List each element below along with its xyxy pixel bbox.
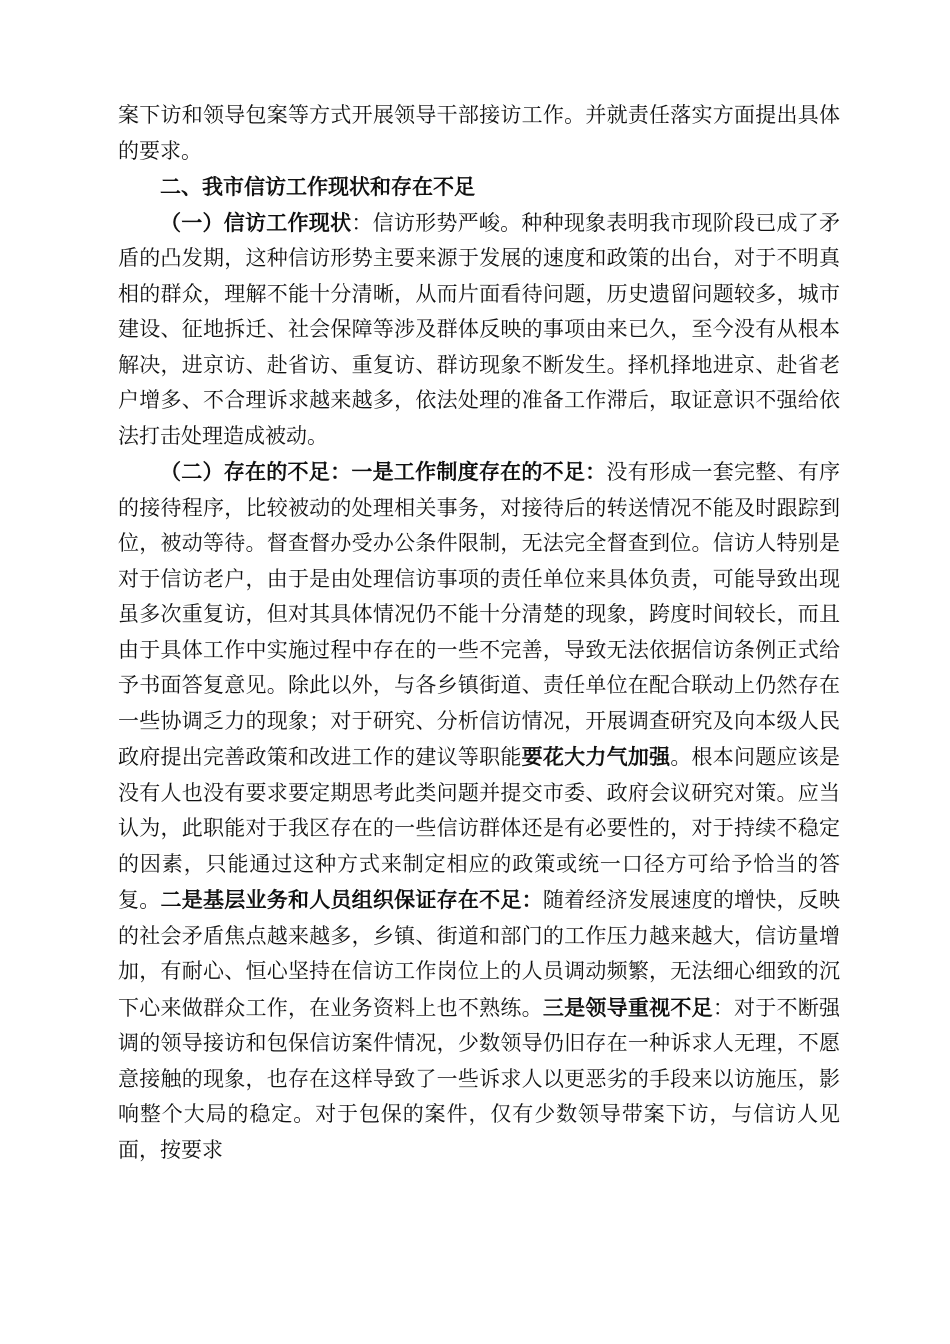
paragraph-shortcomings — [118, 454, 840, 1168]
paragraph-text: 没有形成一套完整、有序的接待程序，比较被动的处理相关事务，对接待后的转送情况不能及时跟踪到位，被动等待。督查督办受办公条件限制，无法完全督查到位。 — [118, 460, 841, 555]
paragraph-text: ：对于不断强调的领导接访和包保信访案件情况，少数领导仍旧存在一种诉求人无理，不愿意接触的现象，也存在这样导致了一些诉求人以更恶劣的手段来以访施压，影响整个大局的稳定。对于包保的案件，仅有少数领导带案下访，与信访人见面，按要求 — [118, 995, 841, 1162]
section-heading — [118, 169, 840, 205]
paragraph-continuation — [118, 98, 840, 169]
paragraph-text: 信访人特别是对于信访老户，由于是由处理信访事项的责任单位来具体负责，可能导致出现虽多次重复访，但对其具体情况仍不能十分清楚的现象，跨度时间较长，而且由于具体工作中实施过程中存在的一些不完善，导致无法依据信访条例正式给予书面答复意见。除此以外，与各乡镇街道、责任单位在配合联动上仍然存在一些协调乏力的现象；对于研究、分析信访情况，开展调查研究及向本级人民政府提出完善政策和改进工作的建议等职能 — [118, 531, 841, 769]
paragraph-current-status — [118, 205, 840, 455]
paragraph-text: 案下访和领导包案等方式开展领导干部接访工作。并就责任落实方面提出具体的要求。 — [118, 103, 840, 163]
section-heading-text: 二、我市信访工作现状和存在不足 — [160, 174, 475, 199]
paragraph-text: ：信访形势严峻。种种现象表明我市现阶段已成了矛盾的凸发期，这种信访形势主要来源于发展的速度和政策的出台，对于不明真相的群众，理解不能十分清晰，从而片面看待问题，历史遗留问题较多，城市建设、征地拆迁、社会保障等涉及群体反映的事项由来已久，至今没有从根本解决，进京访、赴省访、重复访、群访现象不断发生。择机择地进京、赴省老户增多、不合理诉求越来越多，依法处理的准备工作滞后，取证意识不强给依法打击处理造成被动。 — [118, 210, 841, 448]
document-page — [118, 98, 840, 1168]
subheading-current-status: （一）信访工作现状 — [160, 209, 352, 235]
subpoint-two-heading: 二是基层业务和人员组织保证存在不足： — [160, 887, 543, 912]
subheading-shortcomings: （二）存在的不足：一是工作制度存在的不足： — [160, 459, 607, 484]
emphasis-text: 要花大力气加强 — [521, 744, 671, 769]
subpoint-three-heading: 三是领导重视不足 — [542, 994, 713, 1020]
paragraph-text: 。根本问题应该是没有人也没有要求要定期思考此类问题并提交市委、政府会议研究对策。应当认为，此职能对于我区存在的一些信访群体还是有必要性的，对于持续不稳定的因素，只能通过这种方式来制定相应的政策或统一口径方可给予恰当的答复。 — [118, 745, 841, 912]
paragraph-text: 随着经济发展速度的增快，反映的社会矛盾焦点越来越多，乡镇、街道和部门的工作压力越来越大，信访量增加，有耐心、恒心坚持在信访工作岗位上的人员调动频繁，无法细心细致的沉下心来做群众工作，在业务资料上也不熟练。 — [118, 888, 841, 1020]
